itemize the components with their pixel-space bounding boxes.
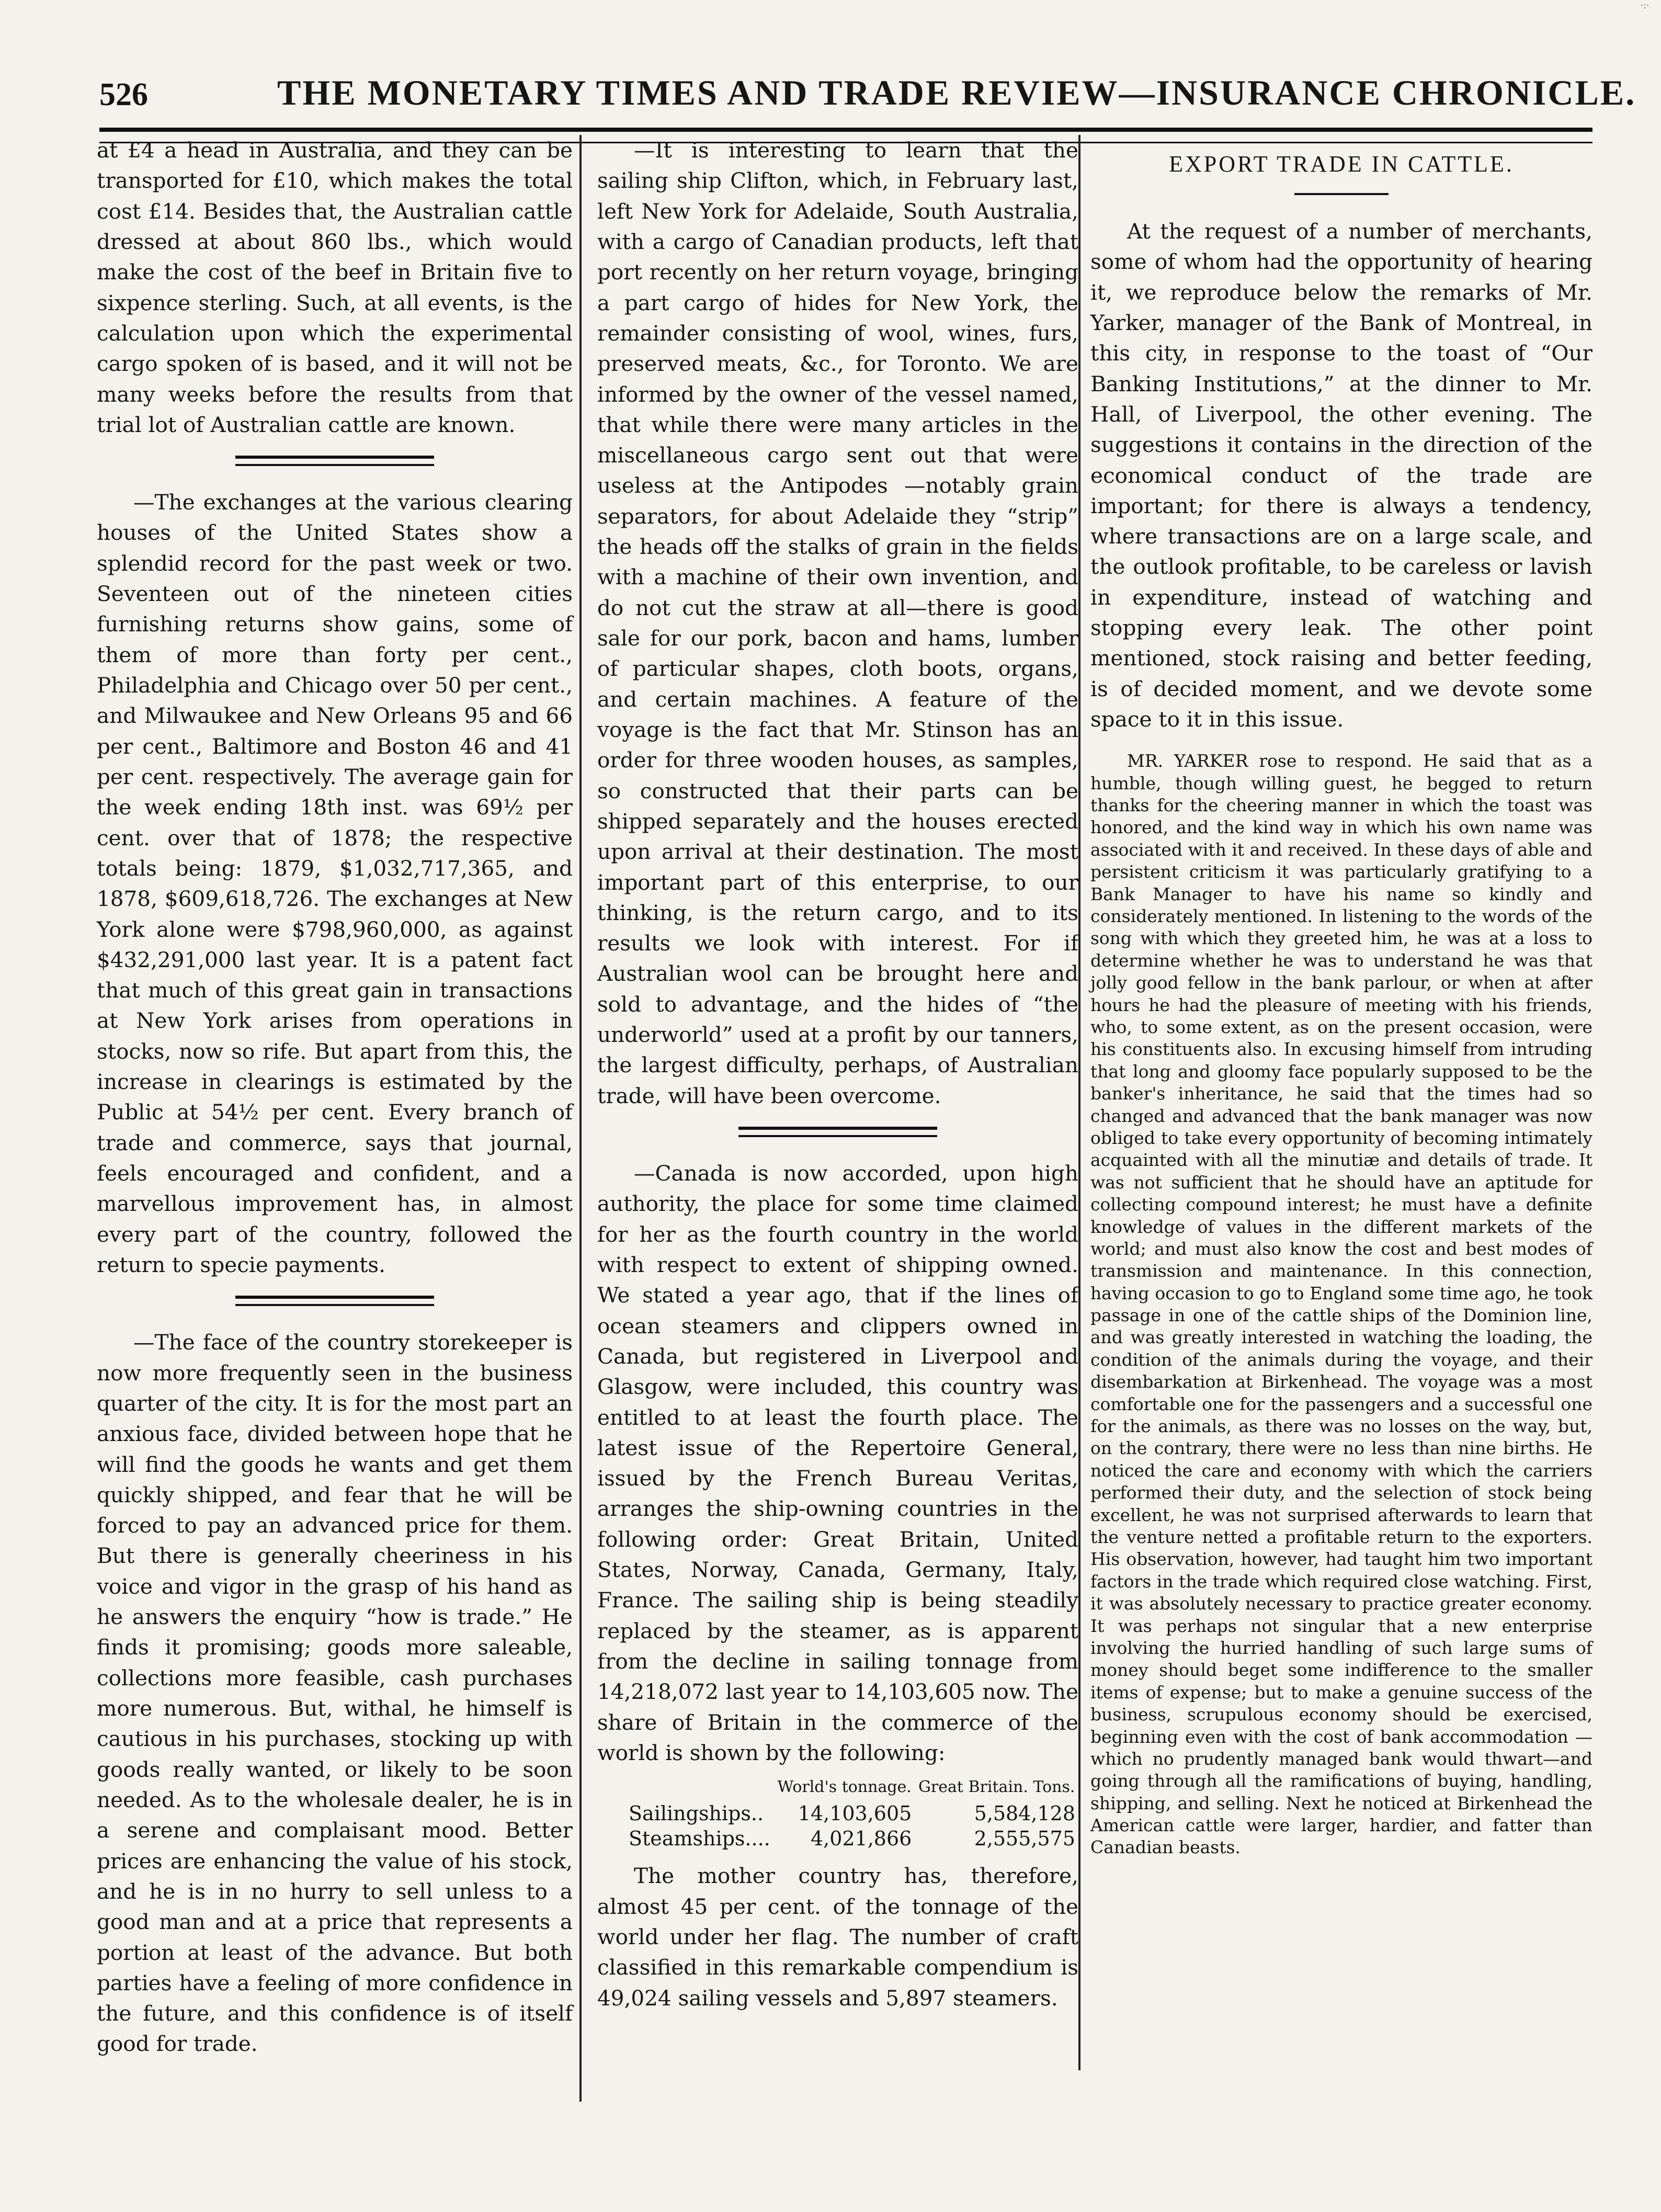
table-row [597,1801,1078,1826]
table-cell-britain: 5,584,128 [974,1802,1075,1825]
article-separator [235,1296,434,1306]
page-number: 526 [99,77,148,112]
table-header-row [597,1778,1078,1801]
column-left [97,135,573,2057]
table-cell-world: 14,103,605 [798,1802,912,1825]
tonnage-table [597,1778,1078,1851]
article-separator [235,456,434,466]
speech-paragraph: MR. YARKER rose to respond. He said that as a humble, though willing guest, he begged to return thanks for the cheering manner in which the toast was honored, and the kind way in which his own name was associated with it and received. In these days of able and persistent criticism it was particularly gratifying to a Bank Manager to have his name so kindly and considerately mentioned. In listening to the words of the song with which they greeted him, he was at a loss to determine whether he was to understand he was that jolly good fellow in the bank parlour, or when at after hours he had the pleasure of meeting with his friends, who, to some extent, as on the present occasion, were his constituents also. In excusing himself from intruding that long and gloomy face popularly supposed to be the banker's inheritance, he said that the times had so changed and advanced that the bank manager was now obliged to take every opportunity of becoming intimately acquainted with all the minutiæ and details of trade. It was not sufficient that he should have an aptitude for collecting compound interest; he must have a definite knowledge of values in the different markets of the world; and must also know the cost and best modes of transmission and maintenance. In this connection, having occasion to go to England some time ago, he took passage in one of the cattle ships of the Dominion line, and was greatly interested in watching the loading, the condition of the animals during the voyage, and their disembarkation at Birkenhead. The voyage was a most comfortable one for the passengers and a successful one for the animals, as there was no losses on the way, but, on the contrary, there were no less than nine births. He noticed the care and economy with which the carriers performed their duty, and the selection of stock being excellent, he was not surprised afterwards to learn that the venture netted a profitable return to the exporters. His observation, however, had taught him two important factors in the trade which required close watching. First, it was absolutely necessary to practice greater economy. It was perhaps not singular that a new enterprise involving the hurried handling of such large sums of money should beget some indifference to the smaller items of expense; but to make a genuine success of the business, scrupulous economy should be exercised, beginning even with the cost of bank accommodation —which no prudently managed bank would thwart—and going through all the ramifications of buying, handling, shipping, and selling. Next he noticed at Birkenhead the American cattle were larger, hardier, and fatter than Canadian beasts. [1090,751,1592,1858]
article-paragraph: at £4 a head in Australia, and they can be transported for £10, which makes the total cost £14. Besides that, the Australian cattle dressed at about 860 lbs., which would make the cost of the beef in Britain five to sixpence sterling. Such, at all events, is the calculation upon which the experimental cargo spoken of is based, and it will not be many weeks before the results from that trial lot of Australian cattle are known. [97,138,573,437]
article-paragraph: —The exchanges at the various clearing houses of the United States show a splendid record for the past week or two. Seventeen out of the nineteen cities furnishing returns show gains, some of them of more than forty per cent., Philadelphia and Chicago over 50 per cent., and Milwaukee and New Orleans 95 and 66 per cent., Baltimore and Boston 46 and 41 per cent. respectively. The average gain for the week ending 18th inst. was 69½ per cent. over that of 1878; the respective totals being: 1879, $1,032,717,365, and 1878, $609,618,726. The exchanges at New York alone were $798,960,000, as against $432,291,000 last year. It is a patent fact that much of this great gain in transactions at New York arises from operations in stocks, now so rife. But apart from this, the increase in clearings is estimated by the Public at 54½ per cent. Every branch of trade and commerce, says that journal, feels encouraged and confident, and a marvellous improvement has, in almost every part of the country, followed the return to specie payments. [97,490,573,1277]
article-paragraph: The mother country has, therefore, almost 45 per cent. of the tonnage of the world under her flag. The number of craft classified in this remarkable compendium is 49,024 sailing vessels and 5,897 steamers. [597,1863,1078,2011]
masthead-title: THE MONETARY TIMES AND TRADE REVIEW—INSURANCE CHRONICLE. [277,73,1636,112]
title-rule [1294,193,1389,195]
corner-mark: ·:· [1640,0,1649,11]
article-title: EXPORT TRADE IN CATTLE. [1169,151,1514,177]
table-row [597,1826,1078,1851]
article-paragraph: —The face of the country storekeeper is now more frequently seen in the business quarter of the city. It is for the most part an anxious face, divided between hope that he will find the goods he wants and get them quickly shipped, and fear that he will be forced to pay an advanced price for them. But there is generally cheeriness in his voice and vigor in the grasp of his hand as he answers the enquiry “how is trade.” He finds it promising; goods more saleable, collections more feasible, cash purchases more numerous. But, withal, he himself is cautious in his purchases, stocking up with goods really wanted, or likely to be soon needed. As to the wholesale dealer, he is in a serene and complaisant mood. Better prices are enhancing the value of his stock, and he is in no hurry to sell unless to a good man and at a price that represents a portion at least of the advance. But both parties have a feeling of more confidence in the future, and this confidence is of itself good for trade. [97,1330,573,2057]
column-middle [597,135,1078,2028]
table-header-britain: Great Britain. Tons. [918,1778,1075,1797]
table-header-world: World's tonnage. [777,1778,912,1797]
table-cell-label: Steamships.... [629,1827,770,1851]
article-separator [738,1127,937,1137]
column-right [1090,135,1592,2123]
column-divider-left [579,135,582,2102]
article-paragraph: —It is interesting to learn that the sailing ship Clifton, which, in February last, left New York for Adelaide, South Australia, with a cargo of Canadian products, left that port recently on her return voyage, bringing a part cargo of hides for New York, the remainder consisting of wool, wines, furs, preserved meats, &c., for Toronto. We are informed by the owner of the vessel named, that while there were many articles in the miscellaneous cargo sent out that were useless at the Antipodes —notably grain separators, for about Adelaide they “strip” the heads off the stalks of grain in the fields with a machine of their own invention, and do not cut the straw at all—there is good sale for our pork, bacon and hams, lumber of particular shapes, cloth boots, organs, and certain machines. A feature of the voyage is the fact that Mr. Stinson has an order for three wooden houses, as samples, so constructed that their parts can be shipped separately and the houses erected upon arrival at their destination. The most important part of this enterprise, to our thinking, is the return cargo, and to its results we look with interest. For if Australian wool can be brought here and sold to advantage, and the hides of “the underworld” used at a profit by our tanners, the largest difficulty, perhaps, of Australian trade, will have been overcome. [597,138,1078,1108]
table-header-blank [597,1778,774,1801]
table-cell-britain: 2,555,575 [974,1827,1075,1851]
article-paragraph: At the request of a number of merchants, some of whom had the opportunity of hearing it, we reproduce below the remarks of Mr. Yarker, manager of the Bank of Montreal, in this city, in response to the toast of “Our Banking Institutions,” at the dinner to Mr. Hall, of Liverpool, the other evening. The suggestions it contains in the direction of the economical conduct of the trade are important; for there is always a tendency, where transactions are on a large scale, and the outlook profitable, to be careless or lavish in expenditure, instead of watching and stopping every leak. The other point mentioned, stock raising and better feeding, is of decided moment, and we devote some space to it in this issue. [1090,219,1592,732]
page-header [99,72,1636,119]
table-cell-label: Sailingships.. [629,1802,764,1825]
article-paragraph: —Canada is now accorded, upon high authority, the place for some time claimed for her as the fourth country in the world with respect to extent of shipping owned. We stated a year ago, that if the lines of ocean steamers and clippers owned in Canada, but registered in Liverpool and Glasgow, were included, this country was entitled to at least the fourth place. The latest issue of the Repertoire General, issued by the French Bureau Veritas, arranges the ship-owning countries in the following order: Great Britain, United States, Norway, Canada, Germany, Italy, France. The sailing ship is being steadily replaced by the steamer, as is apparent from the decline in sailing tonnage from 14,218,072 last year to 14,103,605 now. The share of Britain in the commerce of the world is shown by the following: [597,1161,1078,1765]
table-cell-world: 4,021,866 [810,1827,912,1851]
column-divider-right [1078,135,1080,2070]
